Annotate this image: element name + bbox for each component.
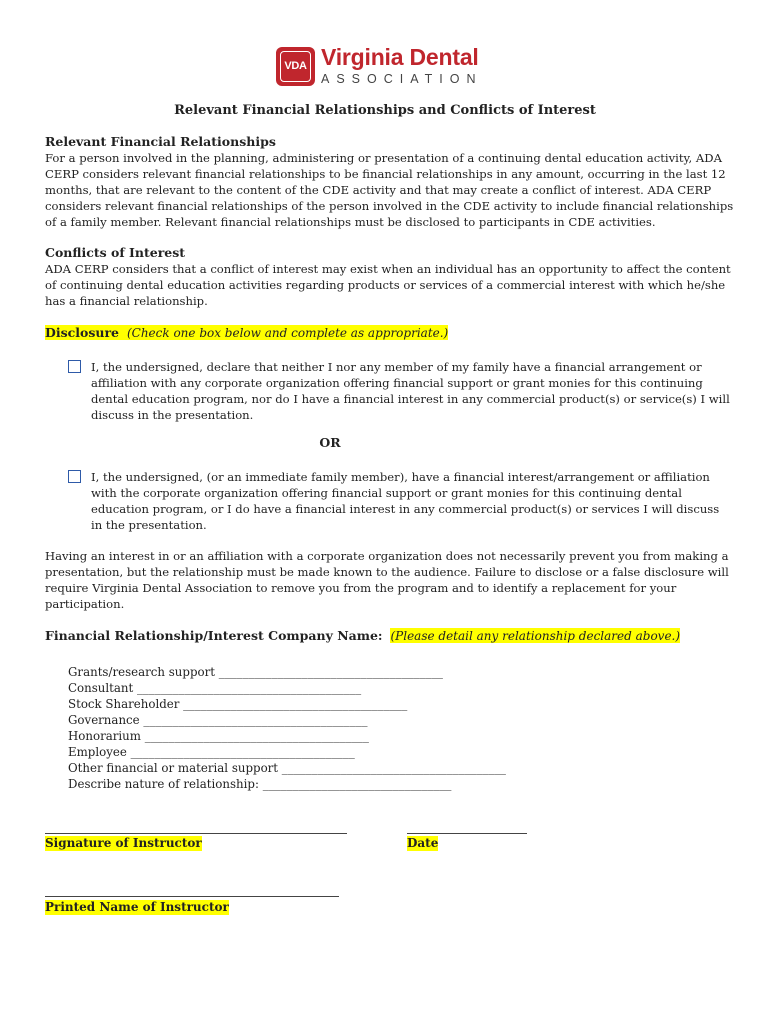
option-1-checkbox[interactable]: [68, 360, 81, 373]
relevant-relationships-heading: Relevant Financial Relationships: [45, 134, 276, 149]
logo-name: Virginia Dental: [321, 44, 479, 70]
disclosure-instruction: (Check one box below and complete as appropriate.): [126, 326, 449, 340]
disclosure-heading: [45, 325, 735, 341]
field-describe-relationship[interactable]: Describe nature of relationship: ________________________________: [68, 777, 452, 791]
conflicts-heading: Conflicts of Interest: [45, 245, 186, 260]
date-line[interactable]: [407, 833, 527, 834]
field-grants[interactable]: Grants/research support ______________________________________: [68, 665, 443, 679]
printed-name-line[interactable]: [45, 896, 339, 897]
printed-name-label: Printed Name of Instructor: [45, 900, 229, 914]
vda-badge-icon: [276, 47, 315, 86]
disclosure-label: Disclosure: [45, 325, 119, 340]
or-separator: OR: [319, 435, 341, 450]
field-honorarium[interactable]: Honorarium ______________________________________: [68, 729, 369, 743]
signature-line[interactable]: [45, 833, 347, 834]
conflicts-body: ADA CERP considers that a conflict of interest may exist when an individual has an opportunity to affect the content of continuing dental education activities regarding products or services of a commercial interest with which he/she has a financial relationship.: [45, 262, 731, 308]
document-title: Relevant Financial Relationships and Conflicts of Interest: [174, 103, 596, 118]
date-label: Date: [407, 836, 439, 850]
field-consultant[interactable]: Consultant ______________________________________: [68, 681, 362, 695]
conflicts-section: [45, 245, 735, 309]
relevant-relationships-body: For a person involved in the planning, administering or presentation of a continuing dental education activity, ADA CERP considers relevant financial relationships to be financial relationships in any amount, occurring in the last 12 months, that are relevant to the content of the CDE activity and that may create a conflict of interest. ADA CERP considers relevant financial relationships of the person involved in the CDE activity to include financial relationships of a family member. Relevant financial relationships must be disclosed to participants in CDE activities.: [45, 151, 734, 229]
option-2-checkbox[interactable]: [68, 470, 81, 483]
option-1-text: I, the undersigned, declare that neither I nor any member of my family have a financial arrangement or affiliation with any corporate organization offering financial support or grant monies for this continuing dental education program, nor do I have a financial interest in any commercial product(s) or service(s) I will discuss in the presentation.: [91, 360, 730, 422]
relationship-fields: [68, 664, 506, 792]
field-employee[interactable]: Employee ______________________________________: [68, 745, 355, 759]
company-heading: [45, 628, 735, 644]
company-label: Financial Relationship/Interest Company Name:: [45, 628, 383, 643]
field-stock-shareholder[interactable]: Stock Shareholder ______________________________________: [68, 697, 408, 711]
vda-badge-text: VDA: [280, 51, 311, 82]
logo-subtitle: ASSOCIATION: [321, 72, 483, 86]
option-2-text: I, the undersigned, (or an immediate family member), have a financial interest/arrangement or affiliation with the corporate organization offering financial support or grant monies for this continuing dental education program, or I do have a financial interest in any commercial product(s) or services I will discuss in the presentation.: [91, 470, 720, 532]
field-governance[interactable]: Governance ______________________________________: [68, 713, 368, 727]
vda-logo: [276, 45, 483, 87]
relevant-relationships-section: [45, 134, 735, 230]
field-other-support[interactable]: Other financial or material support ______________________________________: [68, 761, 506, 775]
company-instruction: (Please detail any relationship declared above.): [390, 629, 681, 643]
signature-label: Signature of Instructor: [45, 836, 202, 850]
disclosure-notice: Having an interest in or an affiliation with a corporate organization does not necessarily prevent you from making a presentation, but the relationship must be made known to the audience. Failure to disclose or a false disclosure will require Virginia Dental Association to remove you from the program and to identify a replacement for your participation.: [45, 549, 729, 611]
